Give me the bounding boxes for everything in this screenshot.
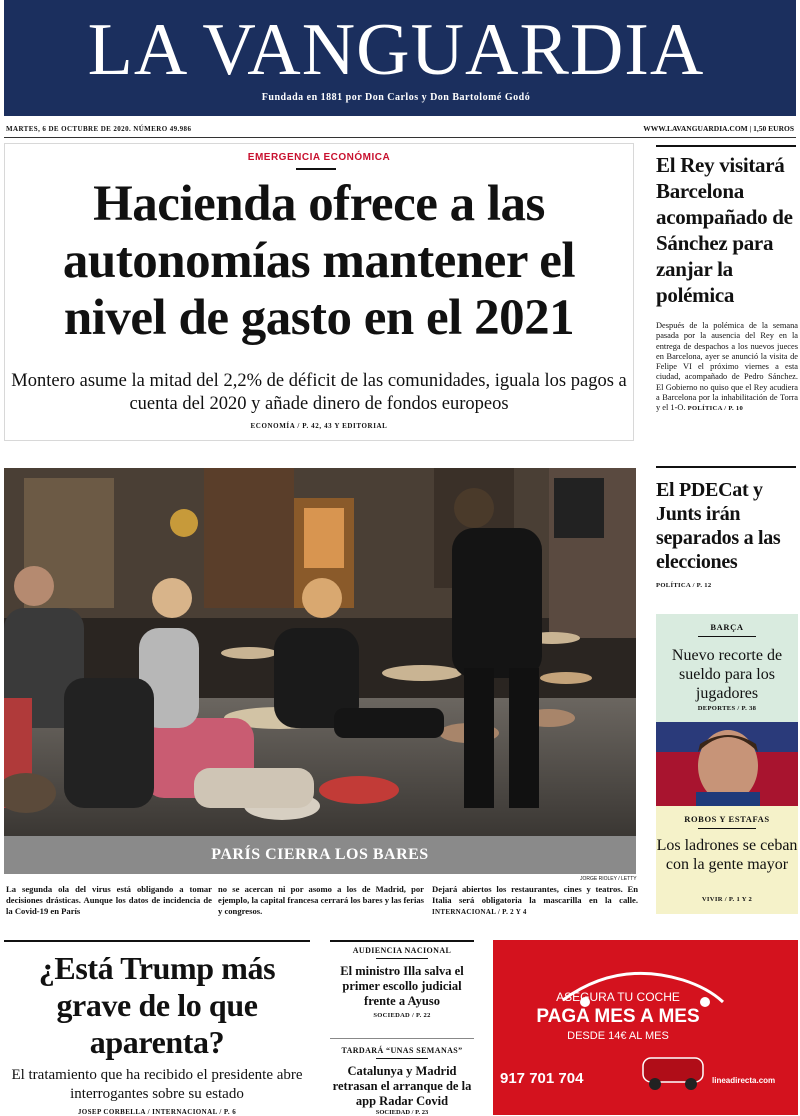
pdecat-headline[interactable]: El PDECat y Junts irán separados a las elecciones [656, 479, 781, 573]
pdecat-rule [656, 466, 796, 468]
audiencia-kicker-rule [376, 958, 428, 959]
paris-cafe-photo[interactable] [4, 468, 636, 874]
robos-headline[interactable]: Los ladrones se ceban con la gente mayor [656, 837, 798, 873]
photo-text-col-1: La segunda ola del virus está obligando a tomar decisiones drásticas. Aunque los datos de incidencia de la Covid-19 en París [6, 884, 212, 916]
audiencia-headline[interactable]: El ministro Illa salva el primer escollo judicial frente a Ayuso [340, 964, 464, 1008]
audiencia-kicker: AUDIENCIA NACIONAL [352, 946, 452, 955]
ad-line-2: PAGA MES A MES [536, 1006, 700, 1027]
trump-deck: El tratamiento que ha recibido el presidente abre interrogantes sobre su estado [11, 1067, 303, 1102]
photo-page-ref[interactable]: INTERNACIONAL / P. 2 Y 4 [432, 908, 527, 916]
dateline: MARTES, 6 DE OCTUBRE DE 2020. NÚMERO 49.986 [6, 125, 192, 133]
rey-body [656, 321, 798, 415]
ad-line-1: ASEGURA TU COCHE [556, 990, 680, 1004]
masthead-subtitle: Fundada en 1881 por Don Carlos y Don Bartolomé Godó [261, 92, 531, 103]
rey-page-ref[interactable]: POLÍTICA / P. 10 [687, 405, 744, 413]
audiencia-page-ref[interactable]: SOCIEDAD / P. 22 [373, 1012, 431, 1019]
robos-kicker: ROBOS Y ESTAFAS [684, 814, 770, 824]
trump-headline[interactable]: ¿Está Trump más grave de lo que aparenta? [38, 950, 276, 1060]
lead-kicker: EMERGENCIA ECONÓMICA [247, 152, 391, 163]
robos-page-ref[interactable]: VIVIR / P. 1 Y 2 [701, 896, 753, 903]
player-photo[interactable] [656, 722, 798, 806]
trump-page-ref[interactable]: JOSEP CORBELLA / INTERNACIONAL / P. 6 [77, 1108, 237, 1116]
lead-page-ref[interactable]: ECONOMÍA / P. 42, 43 Y EDITORIAL [250, 422, 388, 430]
lead-deck: Montero asume la mitad del 2,2% de déficit de las comunidades, iguala los pagos a cuenta del 2020 y añade dinero de fondos europeos [11, 371, 627, 414]
rey-rule [656, 145, 796, 147]
tardara-rule [330, 1038, 474, 1039]
pdecat-page-ref[interactable]: POLÍTICA / P. 12 [656, 582, 712, 589]
photo-credit: JORGE RIOLEY / LETTY [580, 876, 637, 882]
player-illustration [656, 722, 798, 806]
tardara-kicker-rule [376, 1058, 428, 1059]
ad-phone[interactable]: 917 701 704 [500, 1070, 584, 1087]
photo-text-col-2: no se acercan ni por asomo a los de Madrid, por ejemplo, la capital francesa cerrará los bares y las ferias y congresos. [218, 884, 424, 916]
barca-rule [698, 636, 756, 637]
photo-illustration [4, 468, 636, 874]
lead-headline[interactable]: Hacienda ofrece a las autonomías mantener el nivel de gasto en el 2021 [62, 176, 576, 346]
rey-body-text: Después de la polémica de la semana pasada por la ausencia del Rey en la entrega de despachos a los nuevos jueces en Barcelona, ayer se anunció la visita de Felipe VI el próximo viernes a esta ciudad, acompañado de Pedro Sánchez. El Gobierno no quiso que el Rey acudiera a Barcelona por la inhabilitación de Torra y el 1-O. [656, 321, 798, 413]
tardara-kicker: TARDARÁ “UNAS SEMANAS” [341, 1046, 463, 1055]
rey-headline[interactable]: El Rey visitará Barcelona acompañado de Sánchez para zanjar la polémica [656, 153, 793, 307]
barca-page-ref[interactable]: DEPORTES / P. 38 [697, 705, 757, 712]
photo-text-col-3 [432, 884, 638, 918]
barca-kicker: BARÇA [710, 622, 744, 632]
masthead-title[interactable]: LA VANGUARDIA [87, 9, 705, 91]
kicker-rule [296, 168, 336, 170]
top-divider [4, 137, 796, 138]
ad-line-3: DESDE 14€ AL MES [567, 1030, 669, 1042]
tardara-page-ref[interactable]: SOCIEDAD / P. 23 [375, 1109, 429, 1116]
tardara-headline[interactable]: Catalunya y Madrid retrasan el arranque de la app Radar Covid [332, 1064, 472, 1108]
trump-rule [4, 940, 310, 942]
audiencia-rule [330, 940, 474, 942]
barca-headline[interactable]: Nuevo recorte de sueldo para los jugadores [671, 647, 783, 702]
photo-text-col-3-text: Dejará abiertos los restaurantes, cines y teatros. En Italia será obligatoria la mascarilla en la calle. [432, 884, 638, 905]
ad-brand[interactable]: lineadirecta.com [712, 1076, 776, 1085]
photo-caption[interactable]: PARÍS CIERRA LOS BARES [211, 846, 429, 863]
robos-rule [698, 828, 756, 829]
website-price[interactable]: WWW.LAVANGUARDIA.COM | 1,50 EUROS [643, 124, 794, 133]
